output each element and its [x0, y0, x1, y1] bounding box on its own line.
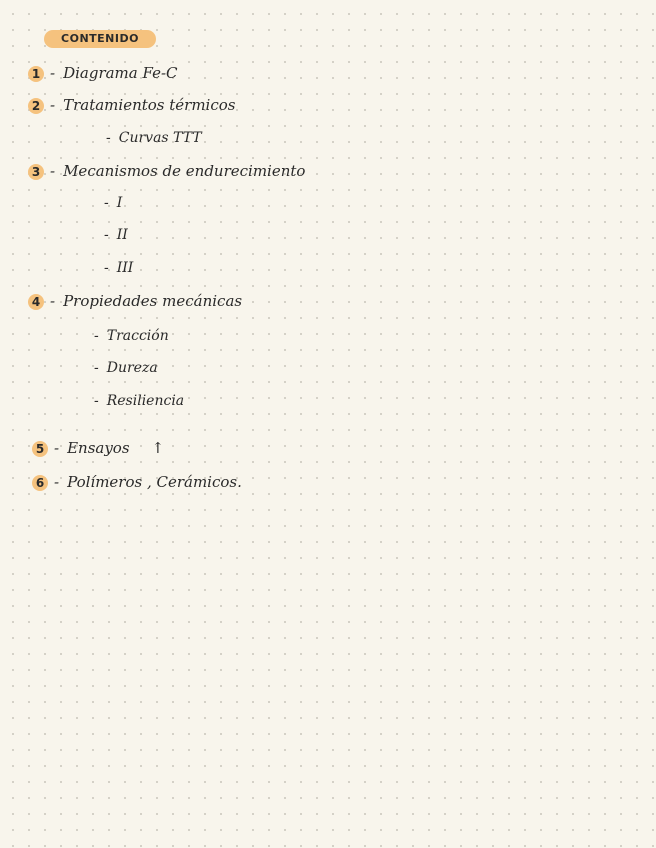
dash: -	[50, 64, 56, 82]
dash: -	[104, 260, 109, 276]
sub-item	[88, 391, 184, 411]
list-item-2	[28, 95, 235, 115]
sub-item-text: II	[116, 227, 128, 243]
item-number: 2	[28, 98, 44, 114]
list-item-1	[28, 63, 178, 83]
list-item-3	[28, 161, 305, 181]
item-number: 5	[32, 441, 48, 457]
dash: -	[50, 162, 56, 180]
item-number: 4	[28, 294, 44, 310]
sub-item	[88, 326, 169, 346]
dash: -	[94, 360, 99, 376]
dash: -	[50, 96, 56, 114]
list-item-5	[32, 438, 164, 458]
item-text: Tratamientos térmicos	[63, 96, 236, 114]
page-title: CONTENIDO	[44, 30, 156, 48]
sub-item	[98, 225, 128, 245]
dash: -	[50, 292, 56, 310]
sub-item-text: Dureza	[106, 360, 158, 376]
list-item-4	[28, 291, 242, 311]
dash: -	[54, 473, 60, 491]
list-item-6	[32, 472, 242, 492]
sub-item-text: III	[116, 260, 134, 276]
dash: -	[94, 328, 99, 344]
sub-item-text: Resiliencia	[106, 393, 185, 409]
item-text: Diagrama Fe-C	[63, 64, 178, 82]
dash: -	[104, 227, 109, 243]
item-number: 6	[32, 475, 48, 491]
dash: -	[104, 195, 109, 211]
item-number: 1	[28, 66, 44, 82]
dash: -	[54, 439, 60, 457]
sub-item	[100, 128, 202, 148]
sub-item	[88, 358, 158, 378]
sub-item	[98, 193, 122, 213]
item-text: Mecanismos de endurecimiento	[63, 162, 306, 180]
item-text: Ensayos	[67, 439, 130, 457]
sub-item	[98, 258, 133, 278]
arrow-up-icon: ↑	[151, 439, 165, 457]
item-text: Propiedades mecánicas	[63, 292, 243, 310]
sub-item-text: Curvas TTT	[118, 130, 202, 146]
dash: -	[106, 130, 111, 146]
item-text: Polímeros , Cerámicos.	[67, 473, 242, 491]
sub-item-text: I	[116, 195, 123, 211]
item-number: 3	[28, 164, 44, 180]
sub-item-text: Tracción	[106, 328, 169, 344]
dash: -	[94, 393, 99, 409]
